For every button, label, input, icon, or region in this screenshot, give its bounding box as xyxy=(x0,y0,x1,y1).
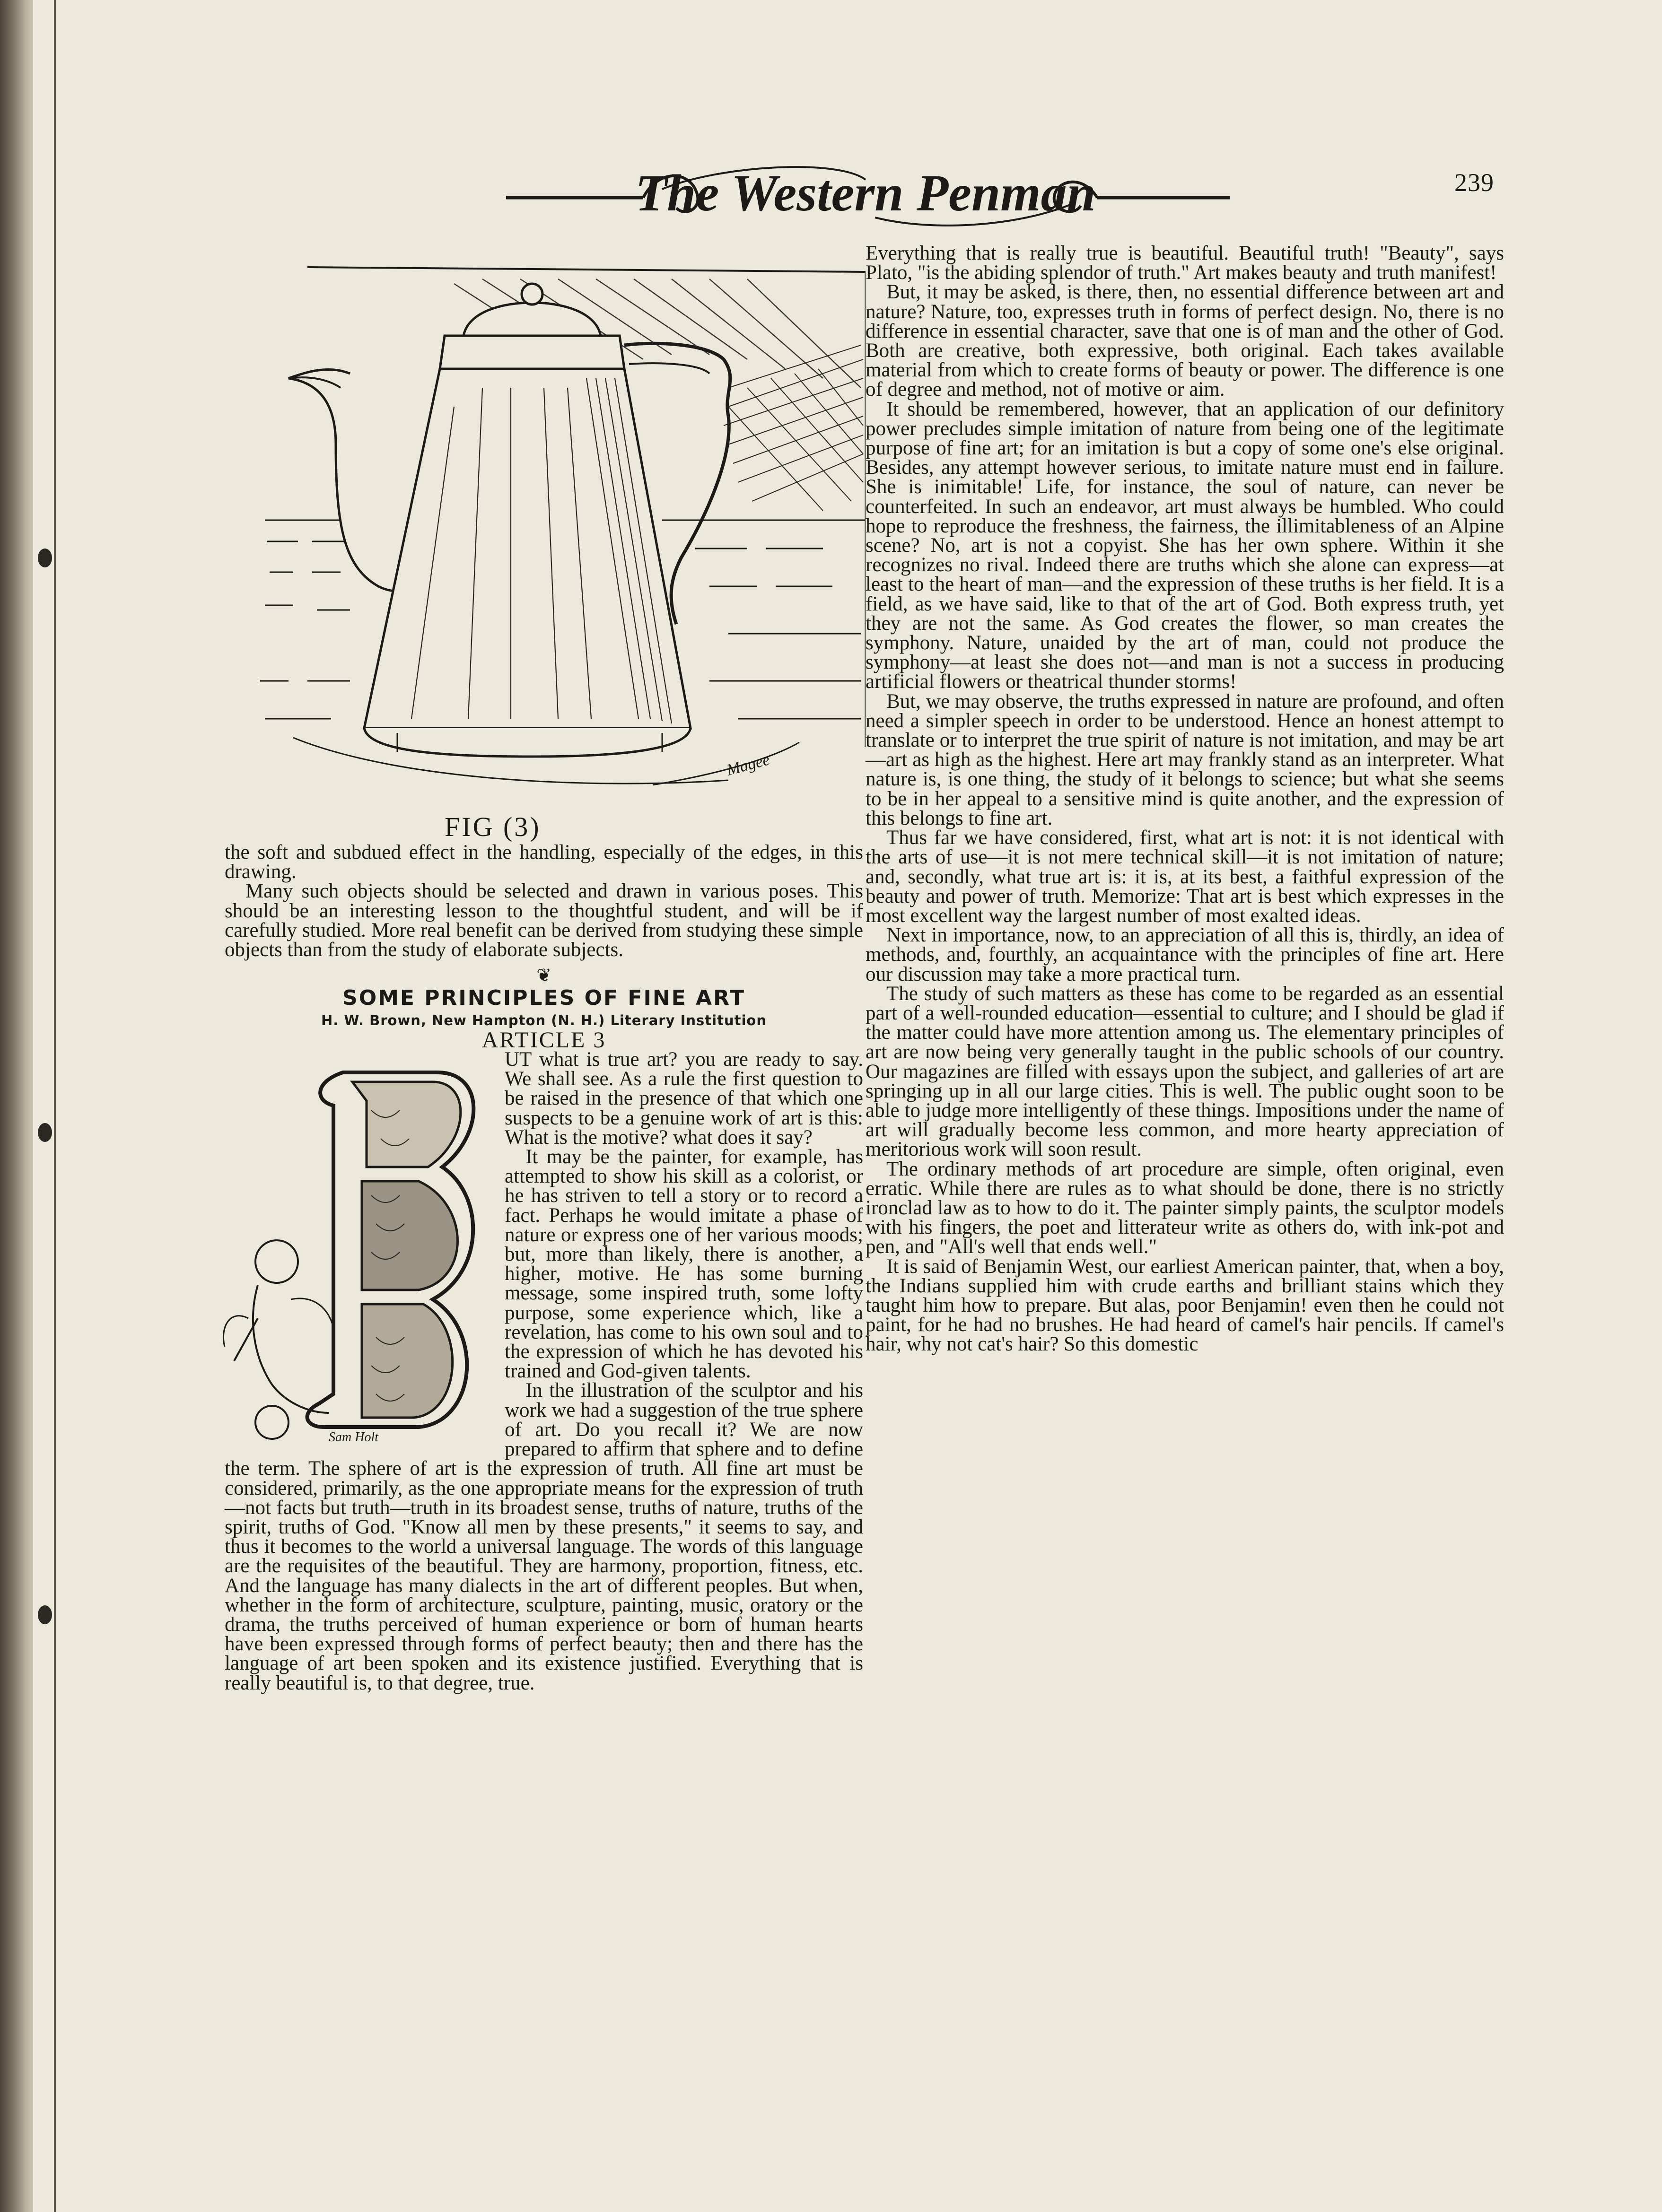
coffee-pot-illustration xyxy=(255,265,866,823)
paragraph: Many such objects should be selected and drawn in various poses. This should be an interesting lesson to the thoughtful student, and will be if carefully studied. More real benefit can be derived from studying these simple objects than from the study of elaborate subjects. xyxy=(225,880,863,961)
paragraph: The study of such matters as these has come to be regarded as an essential part of a well-rounded education—essential to culture; and I should be glad if the matter could have more attention among us. The elementary principles of art are now being very generally taught in the public schools of our country. Our magazines are filled with essays upon the subject, and galleries of art are springing up in all our large cities. This is well. The public ought soon to be able to judge more intelligently of these things. Impositions under the name of art will gradually become less common, and more hearty appreciation of meritorious work will soon result. xyxy=(866,982,1504,1161)
page-number: 239 xyxy=(1454,168,1494,197)
binding-hole xyxy=(38,1123,52,1142)
binding-hole xyxy=(38,1605,52,1624)
article-title: SOME PRINCIPLES OF FINE ART xyxy=(342,986,745,1010)
masthead-logo xyxy=(33,161,1662,255)
paragraph: Next in importance, now, to an appreciation of all this is, thirdly, an idea of methods, and, fourthly, an acquaintance with the principles of fine art. Here our discussion may take a more practical turn. xyxy=(866,924,1504,985)
binding-edge xyxy=(54,0,56,2212)
page xyxy=(33,0,1662,2212)
paragraph: Everything that is really true is beautiful. Beautiful truth! "Beauty", says Plato, "is the abiding splendor of truth." Art makes beauty and truth manifest! xyxy=(866,242,1504,284)
paragraph: In the illustration of the sculptor and his work we had a suggestion of the true sphere of art. Do you recall it? We are now prepared to affirm that sphere and to define the term. The sphere of art is the expression of truth. All fine art must be considered, primarily, as the one appropriate means for the expression of truth—not facts but truth—truth in its broadest sense, truths of nature, truths of the spirit, truths of God. "Know all men by these presents," it seems to say, and thus it becomes to the world a universal language. The words of this language are the requisites of the beautiful. They are harmony, proportion, fitness, etc. And the language has many dialects in the art of different peoples. But when, whether in the form of architecture, sculpture, painting, music, oratory or the drama, the truths perceived of human experience or born of human hearts have been expressed through forms of perfect beauty; then and there has the language of art been spoken and its existence justified. Everything that is really beautiful is, to that degree, true. xyxy=(225,1379,863,1694)
binding-hole xyxy=(38,549,52,567)
paragraph: The ordinary methods of art procedure are simple, often original, even erratic. While there are rules as to what should be done, there is no strictly ironclad law as to how to do it. The painter simply paints, the sculptor models with his fingers, the poet and litterateur write as others do, with ink-pot and pen, and "All's well that ends well." xyxy=(866,1158,1504,1258)
book-gutter xyxy=(0,0,37,2212)
paragraph: Thus far we have considered, first, what art is not: it is not identical with the arts of use—it is not mere technical skill—it is not imitation of nature; and, secondly, what true art is: it is, at its best, a faithful expression of the beauty and power of truth. Memorize: That art is best which expresses in the most excellent way the largest number of most exalted ideas. xyxy=(866,827,1504,927)
paragraph: the soft and subdued effect in the handling, especially of the edges, in this drawing. xyxy=(225,841,863,883)
fleuron-icon: ❦ xyxy=(536,966,551,986)
paragraph: But, it may be asked, is there, then, no essential difference between art and nature? Nature, too, expresses truth in forms of perfect design. No, there is no difference in essential character, save that one is of man and the other of God. Both are creative, both expressive, both original. Each takes available material from which to create forms of beauty or power. The difference is one of degree and method, not of motive or aim. xyxy=(866,281,1504,401)
paragraph: It should be remembered, however, that an application of our definitory power precludes simple imitation of nature from being one of the legitimate purpose of fine art; for an imitation is but a copy of some one's else original. Besides, any attempt however serious, to imitate nature must end in failure. She is inimitable! Life, for instance, the soul of nature, can never be counterfeited. In such an endeavor, art must always be humbled. Who could hope to reproduce the freshness, the fairness, the illimitableness of an Alpine scene? No, art is not a copyist. She has her own sphere. Within it she recognizes no rival. Indeed there are truths which she alone can express—at least to the heart of man—and the expression of these truths is her field. It is a field, as we have said, like to that of the art of God. Both express truth, yet they are not the same. As God creates the flower, so man creates the symphony. Nature, unaided by the art of man, could not produce the symphony—at least she does not—and man is not a success in producing artificial flowers or theatrical thunder storms! xyxy=(866,398,1504,693)
masthead-title: The Western Penman xyxy=(635,164,1096,222)
masthead xyxy=(33,161,1662,255)
article-body xyxy=(225,1050,863,1693)
paragraph: UT what is true art? you are ready to say. We shall see. As a rule the first question to be raised in the presence of that which one suspects to be a genuine work of art is this: What is the motive? what does it say? xyxy=(505,1048,863,1149)
paragraph: It may be the painter, for example, has attempted to show his skill as a colorist, or he has striven to tell a story or to record a fact. Perhaps he would imitate a phase of nature or express one of her various moods; but, more than likely, there is another, a higher, motive. He has some burning message, some inspired truth, some lofty purpose, some experience which, like a revelation, has come to his own soul and to the expression of which he has devoted his trained and God-given talents. xyxy=(505,1146,863,1383)
left-column xyxy=(225,843,863,1693)
paragraph: But, we may observe, the truths expressed in nature are profound, and often need a simpler speech in order to be understood. Hence an honest attempt to translate or to interpret the true spirit of nature is not imitation, and may be art—art as high as the highest. Here art may frankly stand as an interpreter. What nature is, is one thing, the study of it belongs to science; but what she seems to be in her appeal to a sensitive mind is quite another, and the expression of this belongs to fine art. xyxy=(866,690,1504,829)
right-column xyxy=(866,244,1504,1354)
artist-signature: Magee xyxy=(725,751,772,779)
paragraph: It is said of Benjamin West, our earliest American painter, that, when a boy, the Indians supplied him with crude earths and brilliant stains which they taught him how to prepare. But alas, poor Benjamin! even then he could not paint, for he had no brushes. He had heard of camel's hair pencils. If camel's hair, why not cat's hair? So this domestic xyxy=(866,1255,1504,1356)
dropcap-signature: Sam Holt xyxy=(329,1430,378,1445)
article-number: ARTICLE 3 xyxy=(481,1027,606,1053)
figure-caption: FIG (3) xyxy=(445,811,541,842)
dropcap-letter-b xyxy=(220,1054,494,1446)
article-byline: H. W. Brown, New Hampton (N. H.) Literary Institution xyxy=(321,1012,767,1028)
